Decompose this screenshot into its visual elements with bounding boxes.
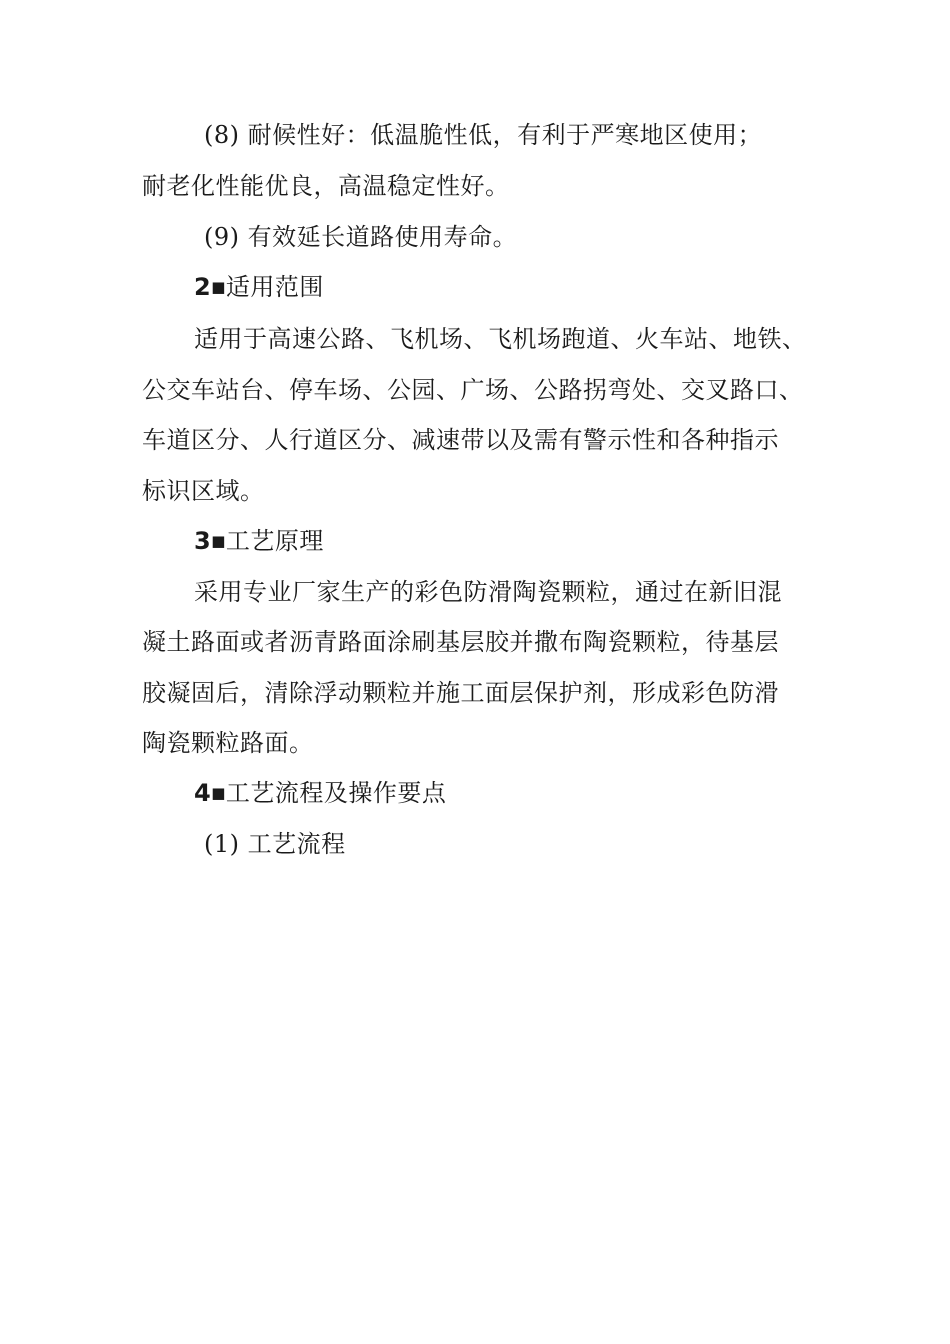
section-4-heading [194,781,446,805]
item-9: (9) 有效延长道路使用寿命。 [204,223,518,251]
item-8-line-1: (8) 耐候性好：低温脆性低，有利于严寒地区使用； [204,121,763,149]
section-4-separator: ■ [211,784,226,802]
section-2-paragraph-line-1: 适用于高速公路、飞机场、飞机场跑道、火车站、地铁、 [194,325,807,353]
section-2-paragraph-line-2: 公交车站台、停车场、公园、广场、公路拐弯处、交叉路口、 [142,376,804,404]
section-3-paragraph-line-4: 陶瓷颗粒路面。 [142,729,314,757]
section-3-paragraph-line-1: 采用专业厂家生产的彩色防滑陶瓷颗粒，通过在新旧混 [194,578,782,606]
section-3-separator: ■ [211,532,226,550]
section-2-separator: ■ [211,278,226,296]
section-3-title: 工艺原理 [225,527,324,555]
section-3-heading [194,529,324,553]
section-4-title: 工艺流程及操作要点 [225,779,447,807]
section-3-number: 3 [194,527,212,555]
item-8-line-2: 耐老化性能优良，高温稳定性好。 [142,172,510,200]
section-2-title: 适用范围 [225,273,324,301]
section-3-paragraph-line-3: 胶凝固后，清除浮动颗粒并施工面层保护剂，形成彩色防滑 [142,679,779,707]
section-2-heading [194,275,324,299]
section-4-number: 4 [194,779,212,807]
section-2-paragraph-line-3: 车道区分、人行道区分、减速带以及需有警示性和各种指示 [142,426,779,454]
section-4-subitem-1: (1) 工艺流程 [204,830,346,858]
section-2-number: 2 [194,273,212,301]
section-2-paragraph-line-4: 标识区域。 [142,477,265,505]
section-3-paragraph-line-2: 凝土路面或者沥青路面涂刷基层胶并撒布陶瓷颗粒，待基层 [142,628,779,656]
